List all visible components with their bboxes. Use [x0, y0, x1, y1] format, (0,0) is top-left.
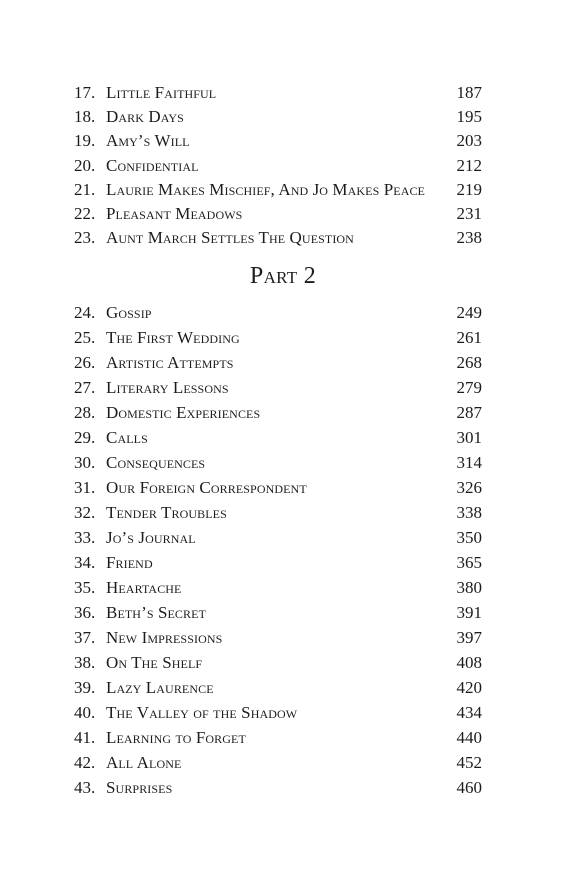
chapter-title: Jo’s Journal [106, 528, 196, 547]
chapter-page-number: 195 [456, 107, 482, 127]
chapter-page-number: 212 [456, 155, 482, 175]
chapter-page-number: 238 [456, 228, 482, 248]
chapter-page-number: 279 [456, 378, 482, 397]
chapter-number: 41. [74, 728, 96, 747]
toc-entry [74, 354, 482, 379]
chapter-number: 20. [74, 155, 96, 175]
chapter-number: 22. [74, 203, 96, 223]
chapter-title: Tender Troubles [106, 503, 227, 522]
toc-entry [74, 379, 482, 404]
toc-part-1-list [74, 84, 482, 253]
chapter-title: Aunt March Settles The Question [106, 228, 354, 248]
chapter-number: 42. [74, 753, 96, 772]
toc-entry [74, 108, 482, 132]
chapter-number: 17. [74, 83, 96, 102]
chapter-title: Artistic Attempts [106, 353, 234, 372]
chapter-page-number: 249 [456, 303, 482, 322]
chapter-number: 38. [74, 653, 96, 672]
chapter-title: Lazy Laurence [106, 678, 214, 697]
chapter-title: Gossip [106, 303, 152, 322]
chapter-number: 32. [74, 503, 96, 522]
chapter-page-number: 326 [456, 478, 482, 497]
chapter-number: 23. [74, 228, 96, 248]
chapter-page-number: 452 [456, 753, 482, 772]
chapter-title: All Alone [106, 753, 182, 772]
toc-entry [74, 729, 482, 754]
toc-entry [74, 629, 482, 654]
toc-entry [74, 754, 482, 779]
chapter-number: 26. [74, 353, 96, 372]
chapter-number: 24. [74, 303, 96, 322]
chapter-title: Calls [106, 428, 148, 447]
chapter-title: The First Wedding [106, 328, 240, 347]
chapter-title: New Impressions [106, 628, 223, 647]
chapter-number: 29. [74, 428, 96, 447]
toc-entry [74, 529, 482, 554]
chapter-title: The Valley of the Shadow [106, 703, 298, 722]
toc-entry [74, 604, 482, 629]
chapter-page-number: 440 [456, 728, 482, 747]
chapter-page-number: 301 [456, 428, 482, 447]
chapter-title: Dark Days [106, 107, 184, 127]
toc-entry [74, 329, 482, 354]
chapter-page-number: 408 [456, 653, 482, 672]
chapter-title: Confidential [106, 155, 199, 175]
toc-entry [74, 704, 482, 729]
toc-entry [74, 157, 482, 181]
toc-entry [74, 679, 482, 704]
toc-entry [74, 654, 482, 679]
toc-entry [74, 479, 482, 504]
chapter-page-number: 231 [456, 203, 482, 223]
chapter-number: 19. [74, 131, 96, 151]
chapter-title: Pleasant Meadows [106, 203, 243, 223]
chapter-page-number: 391 [456, 603, 482, 622]
chapter-number: 40. [74, 703, 96, 722]
toc-entry [74, 229, 482, 253]
chapter-number: 33. [74, 528, 96, 547]
chapter-number: 25. [74, 328, 96, 347]
toc-entry [74, 779, 482, 804]
chapter-title: Laurie Makes Mischief, And Jo Makes Peace [106, 179, 425, 199]
chapter-page-number: 380 [456, 578, 482, 597]
chapter-number: 43. [74, 778, 96, 797]
chapter-number: 34. [74, 553, 96, 572]
chapter-number: 39. [74, 678, 96, 697]
chapter-number: 37. [74, 628, 96, 647]
chapter-number: 36. [74, 603, 96, 622]
chapter-title: Heartache [106, 578, 182, 597]
chapter-title: Little Faithful [106, 83, 217, 102]
chapter-page-number: 268 [456, 353, 482, 372]
chapter-page-number: 287 [456, 403, 482, 422]
chapter-number: 21. [74, 179, 96, 199]
chapter-page-number: 203 [456, 131, 482, 151]
chapter-title: Domestic Experiences [106, 403, 261, 422]
toc-entry [74, 504, 482, 529]
chapter-title: Our Foreign Correspondent [106, 478, 307, 497]
chapter-title: Consequences [106, 453, 206, 472]
toc-entry [74, 404, 482, 429]
toc-entry [74, 429, 482, 454]
chapter-title: On The Shelf [106, 653, 203, 672]
chapter-page-number: 338 [456, 503, 482, 522]
toc-entry [74, 205, 482, 229]
chapter-page-number: 460 [456, 778, 482, 797]
chapter-page-number: 261 [456, 328, 482, 347]
chapter-title: Learning to Forget [106, 728, 246, 747]
chapter-page-number: 314 [456, 453, 482, 472]
toc-entry [74, 304, 482, 329]
chapter-page-number: 397 [456, 628, 482, 647]
chapter-title: Literary Lessons [106, 378, 229, 397]
chapter-page-number: 365 [456, 553, 482, 572]
chapter-title: Friend [106, 553, 153, 572]
chapter-page-number: 187 [456, 83, 482, 102]
toc-part-2-list [74, 304, 482, 804]
toc-entry [74, 84, 482, 108]
chapter-number: 28. [74, 403, 96, 422]
toc-entry [74, 579, 482, 604]
chapter-number: 35. [74, 578, 96, 597]
chapter-page-number: 219 [456, 179, 482, 199]
chapter-title: Beth’s Secret [106, 603, 207, 622]
chapter-page-number: 350 [456, 528, 482, 547]
chapter-number: 18. [74, 107, 96, 127]
chapter-number: 27. [74, 378, 96, 397]
chapter-page-number: 420 [456, 678, 482, 697]
part-2-heading: Part 2 [249, 263, 317, 289]
chapter-title: Surprises [106, 778, 173, 797]
chapter-number: 30. [74, 453, 96, 472]
chapter-page-number: 434 [456, 703, 482, 722]
toc-entry [74, 181, 482, 205]
toc-entry [74, 554, 482, 579]
toc-entry [74, 454, 482, 479]
chapter-title: Amy’s Will [106, 131, 190, 151]
chapter-number: 31. [74, 478, 96, 497]
toc-entry [74, 132, 482, 156]
